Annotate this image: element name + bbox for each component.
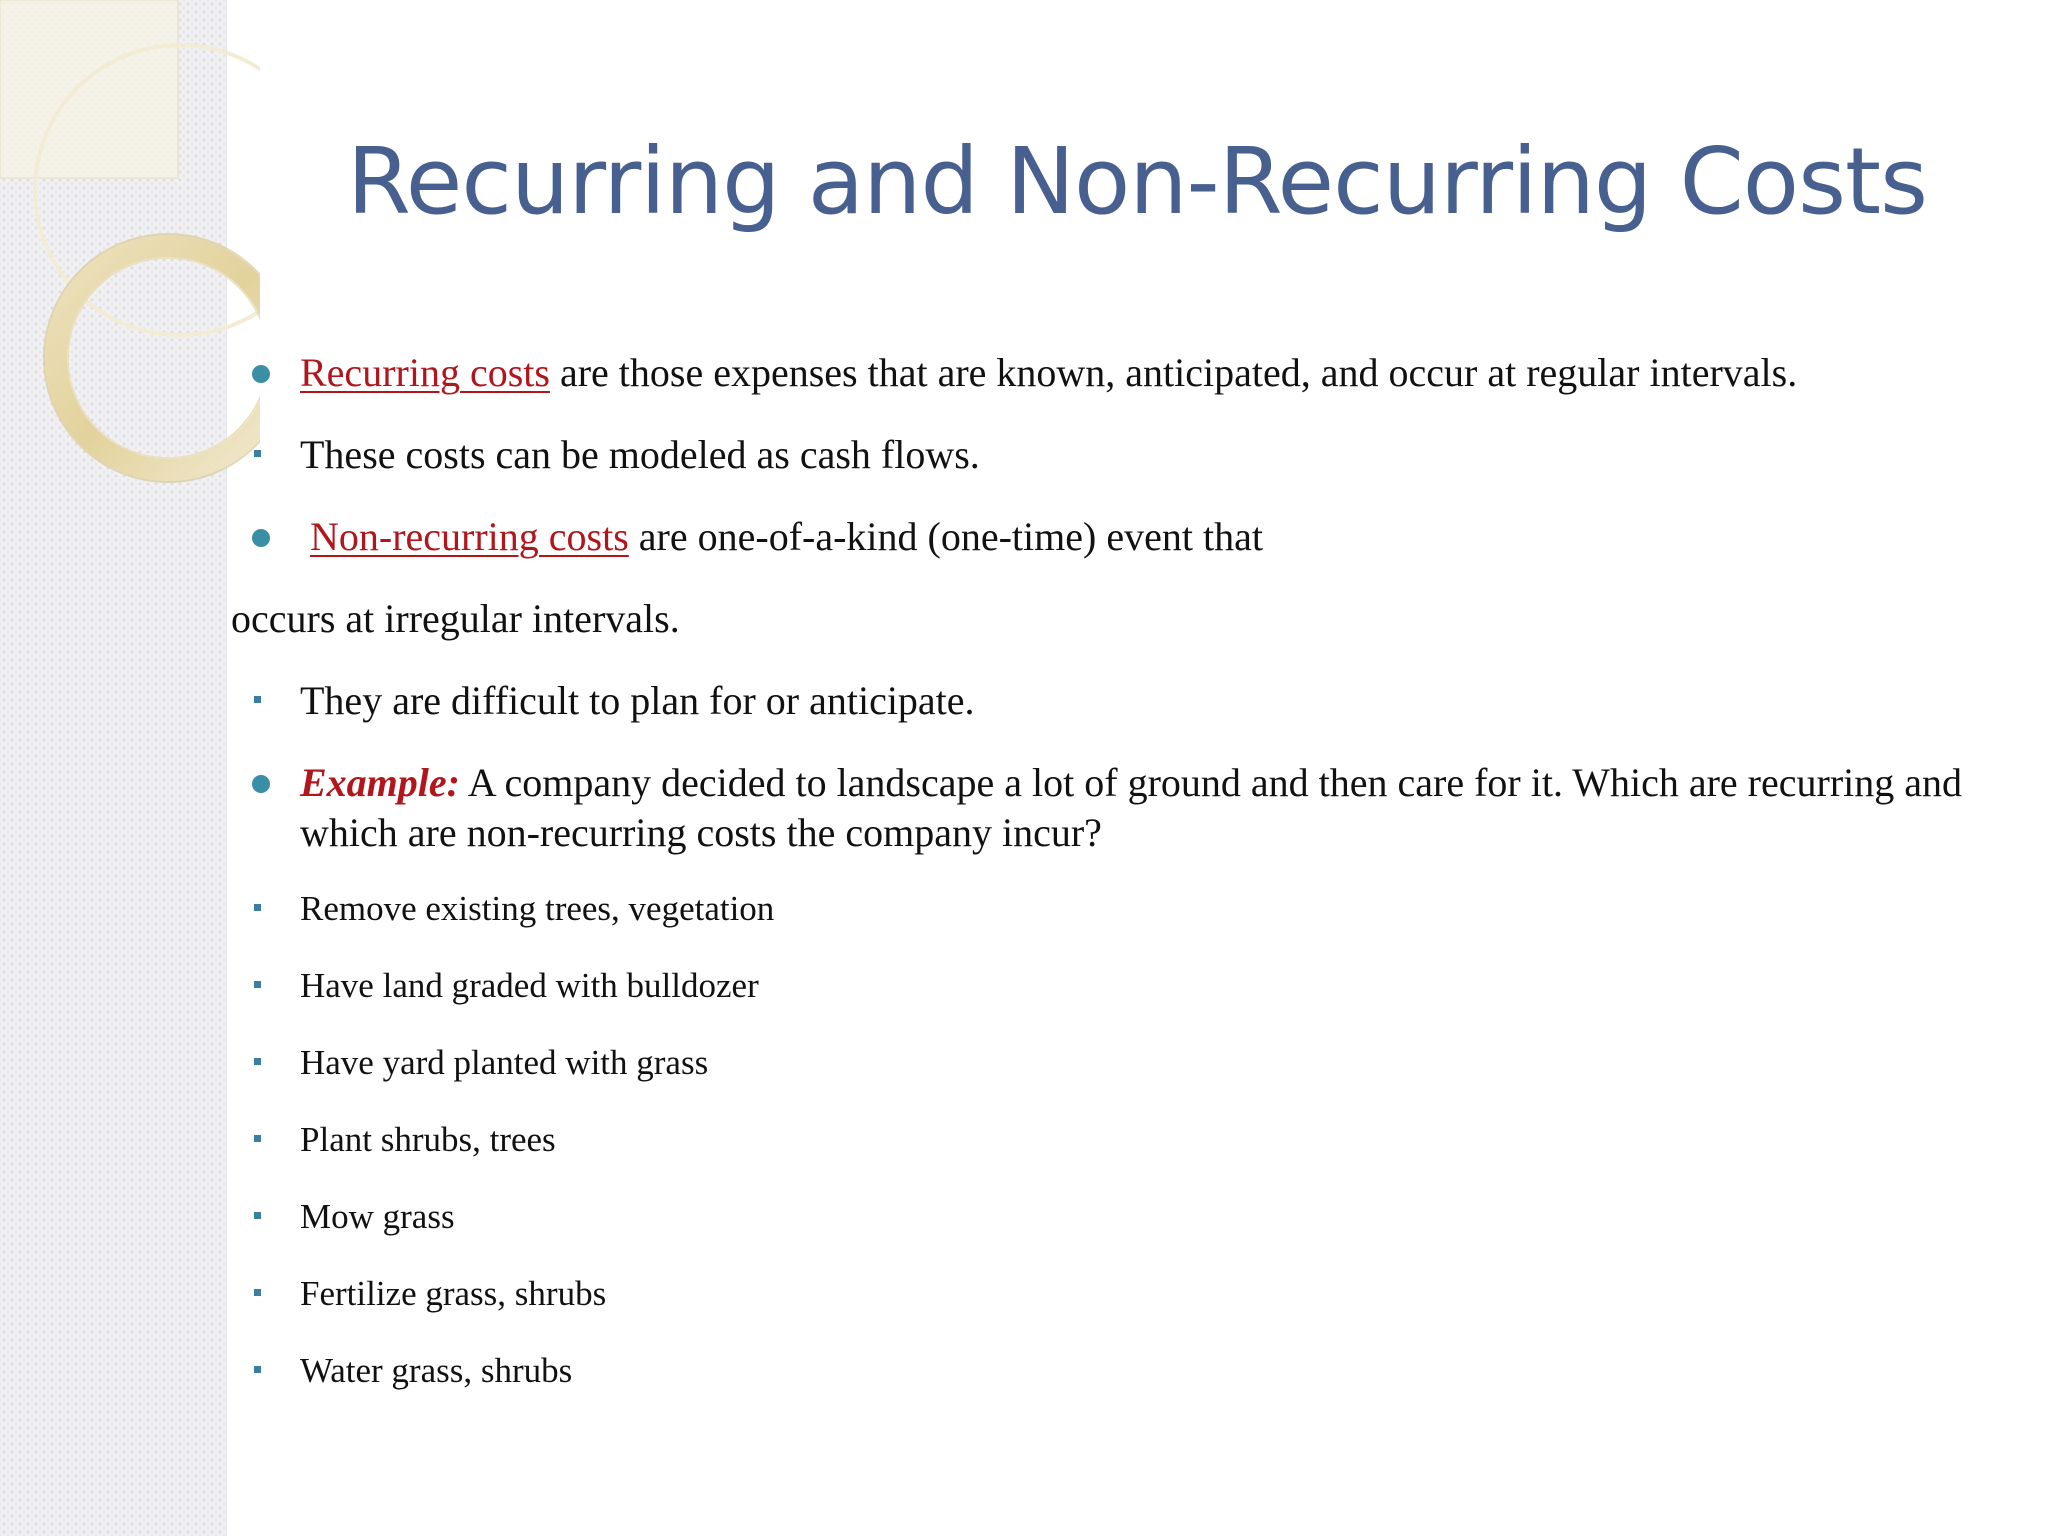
circle-bullet-icon [252,529,270,547]
circle-bullet-icon [252,365,270,383]
list-item-text: Plant shrubs, trees [300,1120,556,1159]
recurring-costs-term: Recurring costs [300,350,550,395]
square-bullet-icon [254,1366,261,1373]
irregular-intervals-text: occurs at irregular intervals. [231,596,680,641]
square-bullet-icon [254,1212,261,1219]
square-bullet-icon [254,904,261,911]
circle-bullet-icon [252,775,270,793]
list-item-text: Have yard planted with grass [300,1043,709,1082]
slide-title: Recurring and Non-Recurring Costs [346,128,1928,235]
example-text-line2: which are non-recurring costs the company incur? [300,810,1102,855]
non-recurring-costs-definition: are one-of-a-kind (one-time) event that [628,514,1263,559]
cash-flows-text: These costs can be modeled as cash flows. [300,432,980,477]
square-bullet-icon [254,1135,261,1142]
example-text-line1: A company decided to landscape a lot of ground and then care for it. Which are recurring and [459,760,1963,805]
non-recurring-costs-term: Non-recurring costs [310,514,629,559]
list-item-text: Mow grass [300,1197,455,1236]
square-bullet-icon [254,696,261,703]
square-bullet-icon [254,1058,261,1065]
difficult-to-plan-text: They are difficult to plan for or anticipate. [300,678,975,723]
decorative-rings-graphic [0,0,260,520]
list-item-text: Fertilize grass, shrubs [300,1274,607,1313]
square-bullet-icon [254,1289,261,1296]
example-label: Example: [300,760,460,805]
square-bullet-icon [254,450,261,457]
recurring-costs-definition: are those expenses that are known, anticipated, and occur at regular intervals. [549,350,1798,395]
list-item-text: Remove existing trees, vegetation [300,889,775,928]
square-bullet-icon [254,981,261,988]
list-item-text: Water grass, shrubs [300,1351,573,1390]
list-item-text: Have land graded with bulldozer [300,966,759,1005]
